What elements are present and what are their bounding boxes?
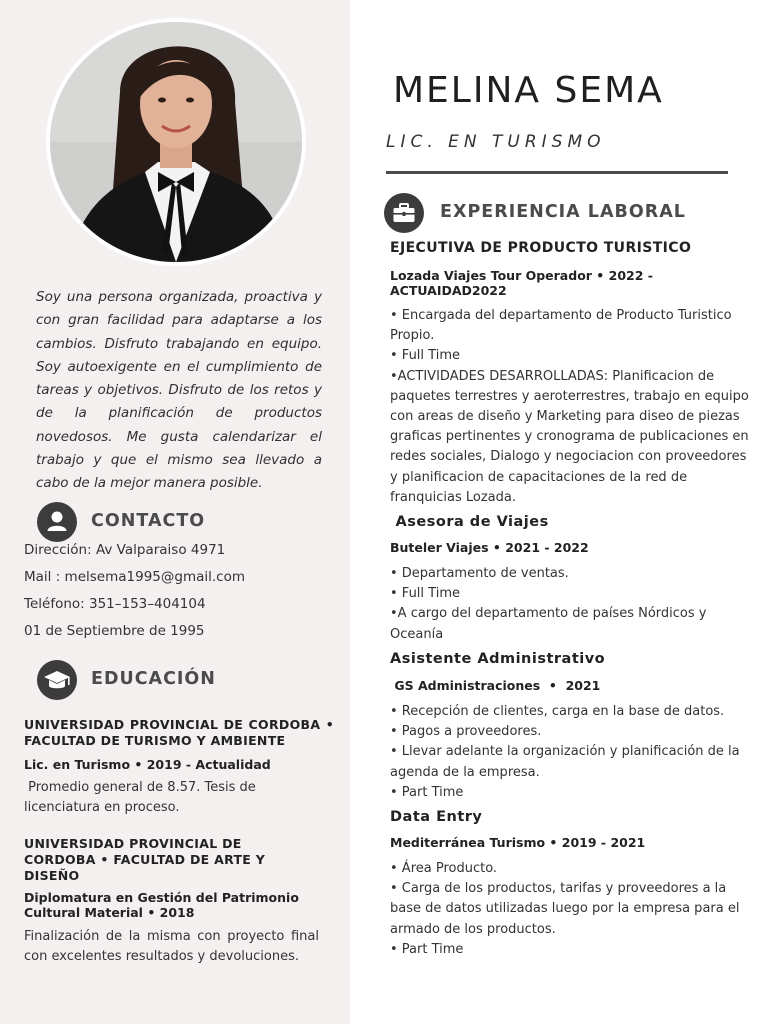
graduation-cap-icon: [37, 660, 77, 700]
job-title-1: EJECUTIVA DE PRODUCTO TURISTICO: [390, 240, 692, 256]
education-institution-1: UNIVERSIDAD PROVINCIAL DE CORDOBA • FACULTAD DE TURISMO Y AMBIENTE: [24, 717, 334, 748]
profile-photo: [50, 22, 302, 262]
education-degree-1: Lic. en Turismo • 2019 - Actualidad: [24, 757, 271, 772]
contact-address: Dirección: Av Valparaiso 4971: [24, 542, 226, 558]
job-company-2: Buteler Viajes • 2021 - 2022: [390, 540, 589, 555]
candidate-title: LIC. EN TURISMO: [386, 132, 606, 152]
job-description-1: • Encargada del departamento de Producto Turistico Propio. • Full Time •ACTIVIDADES DESARROLLADAS: Planificacion de paquetes terrestres y aeroterrestres, trabajo en equipo con areas de diseño y Marketing para diseo de piezas graficas pertinentes y cronograma de publicaciones en redes sociales, Dialogo y negociacion con proveedores y planificacion de capacitaciones de la red de franquicias Lozada.: [390, 308, 749, 505]
candidate-name: MELINA SEMA: [393, 70, 664, 111]
job-description-2: • Departamento de ventas. • Full Time •A cargo del departamento de países Nórdicos y Oceanía: [390, 566, 707, 642]
briefcase-icon: [384, 193, 424, 233]
job-description-3: • Recepción de clientes, carga en la base de datos. • Pagos a proveedores. • Llevar adelante la organización y planificación de la agenda de la empresa. • Part Time: [390, 704, 740, 800]
job-company-1: Lozada Viajes Tour Operador • 2022 - ACTUAIDAD2022: [390, 268, 653, 298]
education-description-1: Promedio general de 8.57. Tesis de licenciatura en proceso.: [24, 780, 260, 815]
experience-heading: EXPERIENCIA LABORAL: [440, 202, 686, 222]
contact-phone[interactable]: Teléfono: 351–153–404104: [24, 596, 206, 612]
contact-heading: CONTACTO: [91, 511, 206, 531]
contact-email[interactable]: Mail : melsema1995@gmail.com: [24, 569, 245, 585]
education-description-2: Finalización de la misma con proyecto final con excelentes resultados y devoluciones.: [24, 929, 319, 964]
contact-birthdate: 01 de Septiembre de 1995: [24, 623, 205, 639]
person-icon: [37, 502, 77, 542]
education-heading: EDUCACIÓN: [91, 669, 216, 689]
job-title-2: Asesora de Viajes: [390, 514, 549, 530]
job-company-4: Mediterránea Turismo • 2019 - 2021: [390, 835, 646, 850]
job-description-4: • Área Producto. • Carga de los productos, tarifas y proveedores a la base de datos utilizadas luego por la empresa para el armado de los productos. • Part Time: [390, 861, 740, 957]
job-title-4: Data Entry: [390, 809, 483, 825]
header-divider: [386, 171, 728, 174]
bio-text: Soy una persona organizada, proactiva y con gran facilidad para adaptarse a los cambios. Disfruto trabajando en equipo. Soy autoexigente en el cumplimiento de tareas y objetivos. Disfruto de los retos y de la planificación de productos novedosos. Me gusta calendarizar el trabajo y que el mismo sea llevado a cabo de la mejor manera posible.: [36, 289, 322, 492]
job-company-3: GS Administraciones • 2021: [390, 678, 601, 693]
education-degree-2: Diplomatura en Gestión del Patrimonio Cultural Material • 2018: [24, 890, 299, 920]
sidebar: [0, 0, 350, 1024]
education-institution-2: UNIVERSIDAD PROVINCIAL DE CORDOBA • FACULTAD DE ARTE Y DISEÑO: [24, 836, 266, 883]
job-title-3: Asistente Administrativo: [390, 651, 606, 667]
